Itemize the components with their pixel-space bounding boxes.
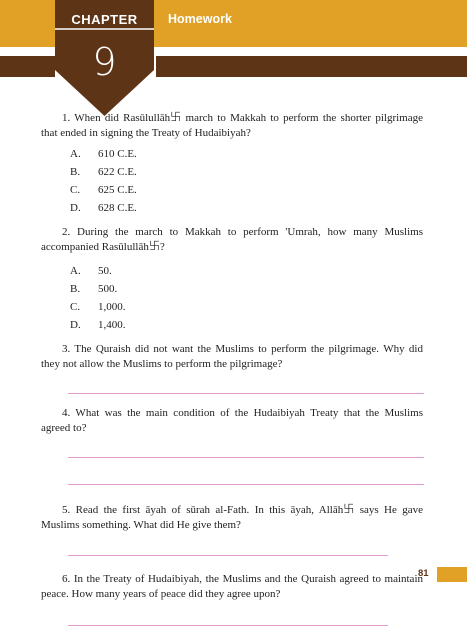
option-letter: C. [70, 184, 81, 196]
option [70, 318, 423, 336]
option-letter: B. [70, 283, 81, 295]
section-title: Homework [168, 12, 232, 26]
option-text: 50. [98, 265, 112, 277]
option [70, 165, 423, 183]
question-2-options [70, 264, 423, 336]
option-letter: B. [70, 166, 81, 178]
question-6: 6. In the Treaty of Hudaibiyah, the Muslims and the Quraish agreed to maintain peace. How many years of peace did they agree upon? [41, 573, 423, 600]
option [70, 282, 423, 300]
option-text: 1,000. [98, 301, 126, 313]
answer-line[interactable] [68, 484, 424, 485]
option-text: 625 C.E. [98, 184, 137, 196]
brown-band-left [0, 56, 55, 77]
question-4: 4. What was the main condition of the Hudaibiyah Treaty that the Muslims agreed to? [41, 407, 423, 434]
question-1-options [70, 147, 423, 219]
brown-band-right [156, 56, 467, 77]
option-text: 628 C.E. [98, 202, 137, 214]
question-3: 3. The Quraish did not want the Muslims to perform the pilgrimage. Why did they not allow the Muslims to perform the pilgrimage? [41, 343, 423, 370]
question-2: 2. During the march to Makkah to perform 'Umrah, how many Muslims accompanied Rasūlullāh࿕? [41, 226, 423, 253]
option-letter: D. [70, 202, 81, 214]
page-number: 81 [418, 568, 429, 579]
option [70, 300, 423, 318]
homework-content [41, 111, 423, 626]
answer-line[interactable] [68, 457, 424, 458]
page-number-tab [437, 567, 467, 582]
answer-line[interactable] [68, 393, 424, 394]
option-text: 500. [98, 283, 118, 295]
question-5: 5. Read the first āyah of sūrah al-Fath. In this āyah, Allāh࿕ says He gave Muslims something. What did He give them? [41, 504, 423, 531]
option-text: 1,400. [98, 319, 126, 331]
option [70, 147, 423, 165]
answer-line[interactable] [68, 555, 388, 556]
option [70, 201, 423, 219]
option [70, 183, 423, 201]
option [70, 264, 423, 282]
option-letter: A. [70, 148, 81, 160]
option-letter: A. [70, 265, 81, 277]
option-letter: D. [70, 319, 81, 331]
chapter-number: 9 [92, 40, 117, 84]
option-letter: C. [70, 301, 81, 313]
option-text: 622 C.E. [98, 166, 137, 178]
header-bar-left [0, 0, 55, 47]
chapter-label: CHAPTER [71, 12, 138, 27]
option-text: 610 C.E. [98, 148, 137, 160]
question-1: 1. When did Rasūlullāh࿕ march to Makkah to perform the shorter pilgrimage that ended in signing the Treaty of Hudaibiyah? [41, 112, 423, 139]
